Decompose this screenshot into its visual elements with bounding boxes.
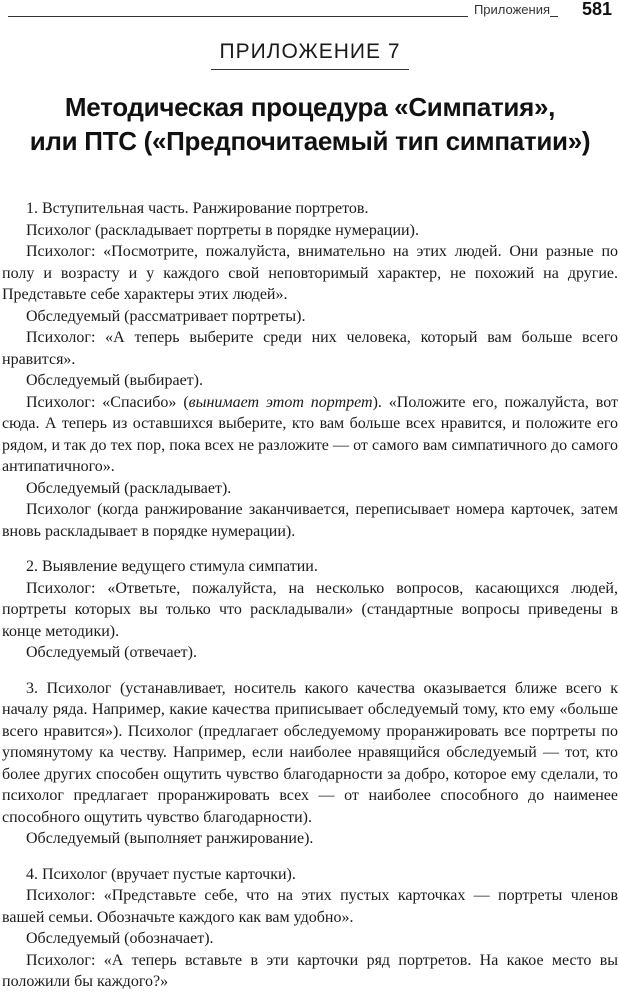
paragraph-text: ). «Положите его, пожалуйста, вот сюда. А теперь из оставшихся выберите, кто вам больше всех нравится, и положите его рядом, и так до тех пор, пока всех не разложите — от самого вам симпатичного до самого антипатичного». — [2, 393, 618, 475]
title-line-1: Методическая процедура «Симпатия», — [64, 92, 556, 122]
paragraph: Психолог: «А теперь вставьте в эти карточки ряд портретов. На какое место вы положили бы каждого?» — [2, 951, 618, 990]
page-title — [0, 90, 620, 158]
paragraph: 2. Выявление ведущего стимула симпатии. — [26, 558, 318, 575]
appendix-label: ПРИЛОЖЕНИЕ 7 — [211, 38, 408, 70]
paragraph: Обследуемый (выполняет ранжирование). — [26, 830, 314, 847]
header-section-title: Приложения — [468, 2, 550, 17]
body-text — [0, 198, 620, 993]
appendix-heading — [0, 38, 620, 70]
paragraph: Обследуемый (отвечает). — [26, 644, 197, 661]
paragraph: Психолог (когда ранжирование заканчивается, переписывает номера карточек, затем вновь раскладывает в порядке нумерации). — [2, 501, 618, 540]
italic-remark: вынимает этот портрет — [188, 393, 373, 411]
paragraph: Психолог: «Ответьте, пожалуйста, на несколько вопросов, касающихся людей, портреты которых вы только что раскладывали» (стандартные вопросы приведены в конце методики). — [2, 579, 618, 640]
paragraph: Обследуемый (выбирает). — [26, 372, 203, 389]
paragraph: Обследуемый (рассматривает портреты). — [26, 307, 306, 325]
title-line-2: или ПТС («Предпочитаемый тип симпатии») — [29, 126, 591, 156]
paragraph: Психолог: «Представьте себе, что на этих пустых карточках — портреты членов вашей семьи. Обозначьте каждого как вам удобно». — [2, 887, 618, 926]
paragraph — [0, 392, 620, 478]
page-number: 581 — [581, 0, 612, 19]
paragraph: Обследуемый (раскладывает). — [26, 479, 232, 497]
paragraph: Психолог: «Посмотрите, пожалуйста, внимательно на этих людей. Они разные по полу и возрасту и у каждого свой неповторимый характер, не похожий на другие. Представьте себе характеры этих людей». — [2, 243, 618, 303]
paragraph: 1. Вступительная часть. Ранжирование портретов. — [26, 200, 369, 217]
running-header — [0, 0, 620, 24]
paragraph-text: Психолог: «Спасибо» ( — [26, 393, 189, 411]
paragraph: 3. Психолог (устанавливает, носитель какого качества оказывается ближе всего к началу ряда. Например, какие качества приписывает обследуемый тому, кто ему «больше всего нравится»). Психолог (предлагает обследуемому проранжировать все портреты по упомянутому ка честву. Например, если наиболее нравящийся обследуемый — тот, кто более других способен ощутить чувство благодарности за добро, которое ему сделали, то психолог предлагает проранжировать всех — от наиболее способного до наименее способного ощутить чувство благодарности). — [2, 679, 618, 826]
paragraph: Обследуемый (обозначает). — [26, 930, 214, 947]
paragraph: Психолог (раскладывает портреты в порядке нумерации). — [26, 221, 419, 239]
paragraph: Психолог: «А теперь выберите среди них человека, который вам больше всего нравится». — [2, 329, 618, 368]
paragraph: 4. Психолог (вручает пустые карточки). — [26, 865, 296, 883]
